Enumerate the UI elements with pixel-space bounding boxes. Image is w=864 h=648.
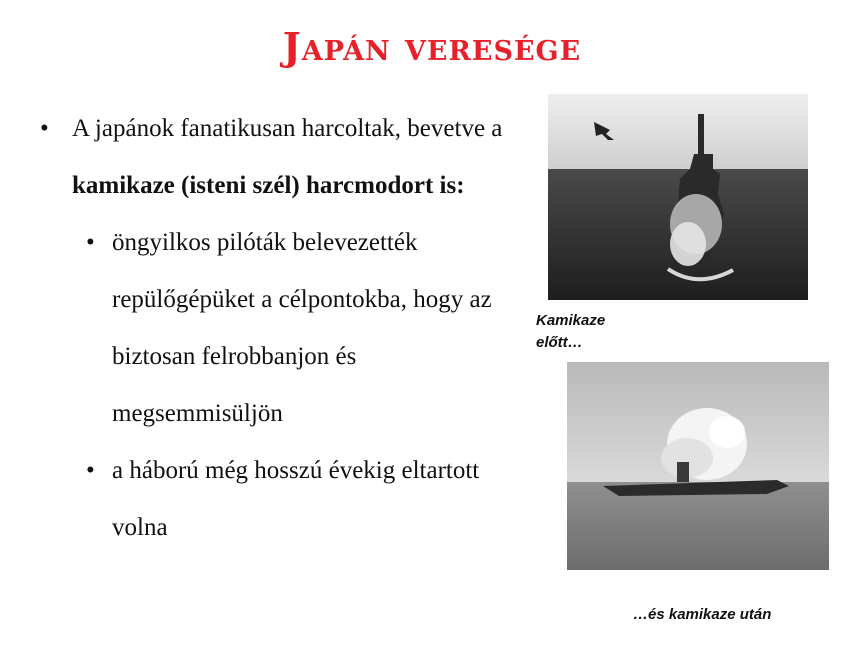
bullet-main (40, 100, 510, 214)
bullet-main-text: A japánok fanatikusan harcoltak, bevetve a (72, 115, 503, 142)
bullet-sub-1 (76, 214, 510, 442)
bullet-marker: • (40, 115, 49, 142)
bullet-marker: • (86, 457, 95, 484)
photo-after-kamikaze (567, 362, 829, 570)
bullet-marker: • (86, 229, 95, 256)
caption-after: …és kamikaze után (633, 606, 772, 623)
bullet-main-bold: kamikaze (isteni szél) harcmodort is: (72, 172, 465, 199)
bullet-sub-2 (76, 442, 510, 556)
slide-title: Japán veresége (282, 24, 582, 69)
caption-before: Kamikaze előtt… (536, 312, 606, 351)
bullet-list (40, 100, 510, 556)
bullet-sub-1-text: öngyilkos pilóták belevezették repülőgépüket a célpontokba, hogy az biztosan felrobbanjon és megsemmisüljön (112, 229, 492, 427)
bullet-sub-2-text: a háború még hosszú évekig eltartott volna (112, 457, 480, 541)
photo-before-kamikaze (548, 94, 808, 300)
